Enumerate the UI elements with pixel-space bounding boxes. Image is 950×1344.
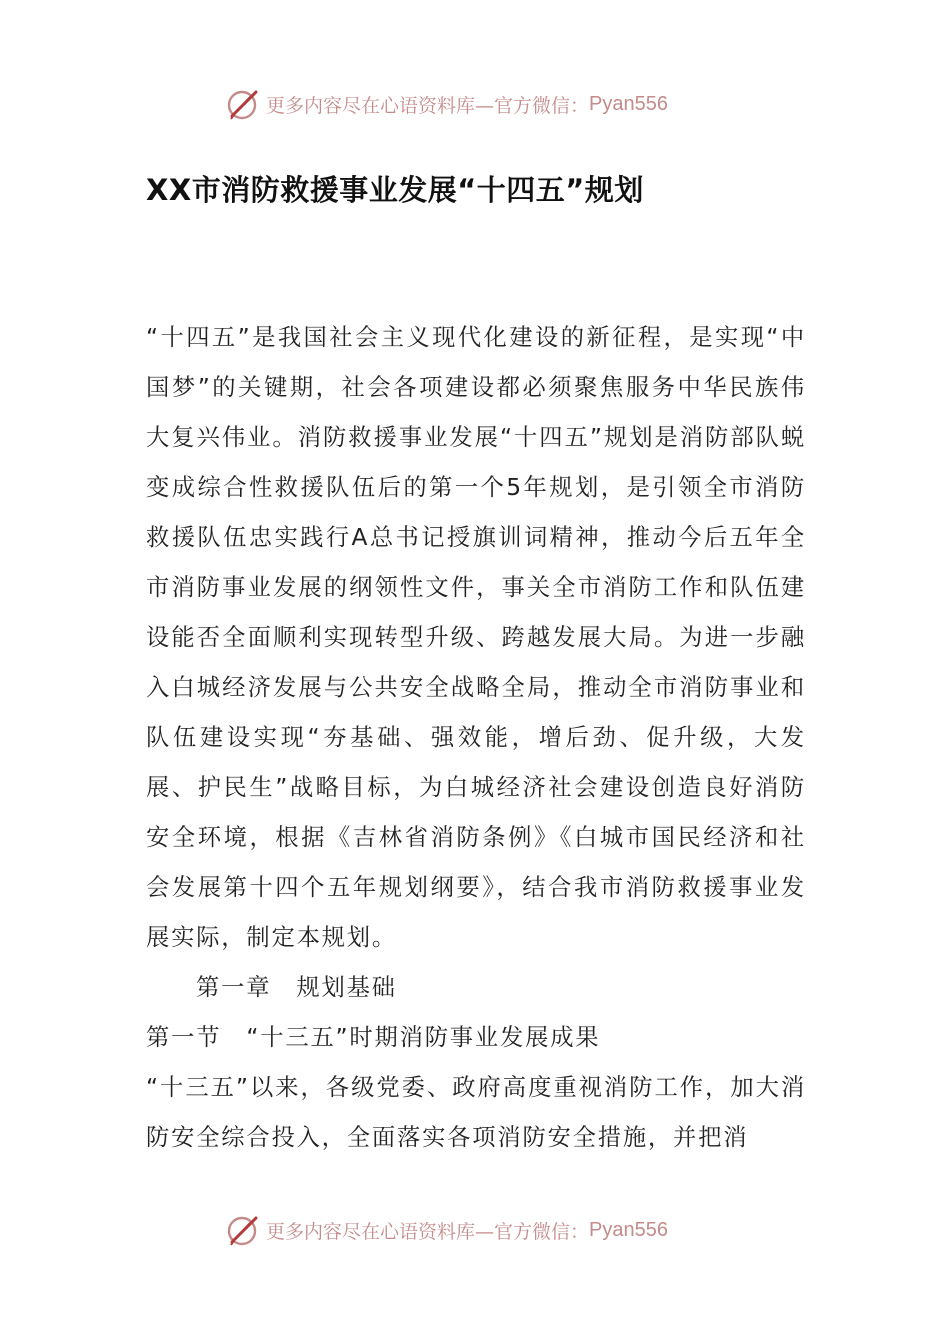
header-watermark [226, 84, 668, 124]
watermark-wechat-id: Pyan556 [589, 92, 668, 115]
watermark-text: 更多内容尽在心语资料库—官方微信： [266, 1220, 590, 1243]
quill-logo-icon [226, 1212, 262, 1248]
document-title: XX市消防救援事业发展“十四五”规划 [146, 173, 644, 207]
chapter-heading: 第一章 规划基础 [196, 974, 397, 1001]
section-heading: 第一节 “十三五”时期消防事业发展成果 [146, 1024, 601, 1051]
quill-logo-icon [226, 86, 262, 122]
watermark-text: 更多内容尽在心语资料库—官方微信： [266, 94, 590, 117]
footer-watermark [226, 1210, 668, 1250]
section-paragraph: “十三五”以来，各级党委、政府高度重视消防工作，加大消防安全综合投入，全面落实各项消防安全措施，并把消 [146, 1074, 806, 1151]
watermark-wechat-id: Pyan556 [589, 1218, 668, 1241]
intro-paragraph: “十四五”是我国社会主义现代化建设的新征程，是实现“中国梦”的关键期，社会各项建设都必须聚焦服务中华民族伟大复兴伟业。消防救援事业发展“十四五”规划是消防部队蜕变成综合性救援队伍后的第一个5年规划，是引领全市消防救援队伍忠实践行A总书记授旗训词精神，推动今后五年全市消防事业发展的纲领性文件，事关全市消防工作和队伍建设能否全面顺利实现转型升级、跨越发展大局。为进一步融入白城经济发展与公共安全战略全局，推动全市消防事业和队伍建设实现“夯基础、强效能，增后劲、促升级，大发展、护民生”战略目标，为白城经济社会建设创造良好消防安全环境，根据《吉林省消防条例》《白城市国民经济和社会发展第十四个五年规划纲要》，结合我市消防救援事业发展实际，制定本规划。 [146, 324, 806, 951]
document-body [146, 313, 806, 1163]
